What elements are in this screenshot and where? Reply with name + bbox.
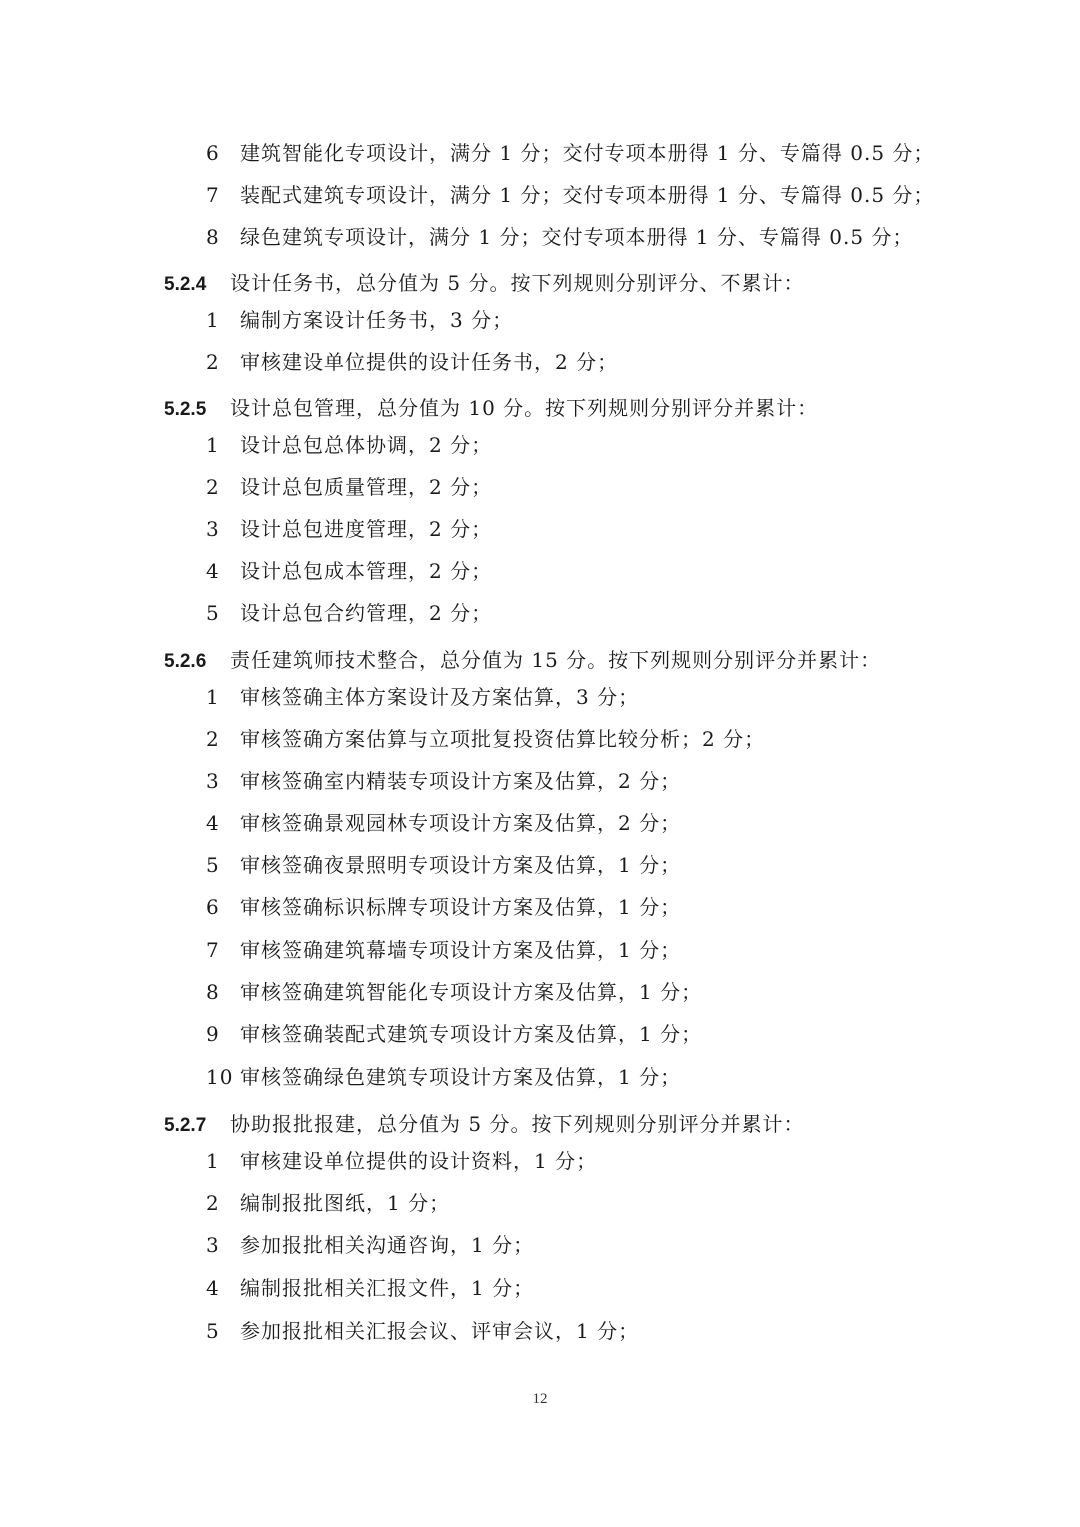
item-number: 2 [206, 475, 220, 499]
section-text: 责任建筑师技术整合，总分值为 15 分。按下列规则分别评分并累计： [230, 648, 882, 672]
list-item [206, 474, 492, 500]
item-number: 4 [206, 1276, 220, 1300]
item-text: 审核签确建筑智能化专项设计方案及估算，1 分； [240, 980, 703, 1004]
item-number: 1 [206, 685, 220, 709]
list-item [206, 1064, 681, 1090]
item-number: 10 [206, 1065, 234, 1089]
item-number: 2 [206, 727, 220, 751]
list-item [206, 432, 492, 458]
item-text: 装配式建筑专项设计，满分 1 分；交付专项本册得 1 分、专篇得 0.5 分； [240, 183, 935, 207]
list-item [206, 1148, 597, 1174]
list-item [206, 726, 765, 752]
list-item [206, 1318, 639, 1344]
item-number: 1 [206, 1149, 220, 1173]
item-number: 4 [206, 559, 220, 583]
item-number: 7 [206, 183, 220, 207]
item-number: 1 [206, 433, 220, 457]
list-item [206, 1190, 450, 1216]
list-item [206, 1021, 702, 1047]
item-text: 审核签确夜景照明专项设计方案及估算，1 分； [240, 853, 682, 877]
list-item [206, 852, 681, 878]
list-item [206, 937, 681, 963]
list-item [206, 979, 702, 1005]
item-text: 编制报批相关汇报文件，1 分； [240, 1276, 535, 1300]
list-item [206, 1275, 534, 1301]
item-text: 审核签确建筑幕墙专项设计方案及估算，1 分； [240, 938, 682, 962]
section-number: 5.2.5 [164, 399, 207, 420]
list-item [206, 140, 934, 166]
item-number: 6 [206, 141, 220, 165]
list-item [206, 516, 492, 542]
page-number: 12 [532, 1391, 548, 1407]
item-text: 审核签确绿色建筑专项设计方案及估算，1 分； [240, 1065, 682, 1089]
item-number: 3 [206, 1233, 220, 1257]
item-text: 设计总包质量管理，2 分； [240, 475, 493, 499]
section-heading [164, 395, 818, 423]
item-text: 设计总包合约管理，2 分； [240, 601, 493, 625]
item-number: 5 [206, 853, 220, 877]
list-item [206, 349, 618, 375]
section-number: 5.2.4 [164, 274, 207, 295]
section-text: 设计总包管理，总分值为 10 分。按下列规则分别评分并累计： [230, 396, 819, 420]
item-text: 编制方案设计任务书，3 分； [240, 308, 514, 332]
section-number: 5.2.7 [164, 1115, 207, 1136]
section-text: 协助报批报建，总分值为 5 分。按下列规则分别评分并累计： [230, 1112, 805, 1136]
item-text: 审核建设单位提供的设计任务书，2 分； [240, 350, 619, 374]
item-number: 7 [206, 938, 220, 962]
item-number: 2 [206, 1191, 220, 1215]
section-heading [164, 270, 804, 298]
item-text: 审核签确方案估算与立项批复投资估算比较分析；2 分； [240, 727, 766, 751]
list-item [206, 182, 934, 208]
item-number: 3 [206, 517, 220, 541]
list-item [206, 558, 492, 584]
item-number: 1 [206, 308, 220, 332]
item-text: 审核签确主体方案设计及方案估算，3 分； [240, 685, 640, 709]
list-item [206, 894, 681, 920]
item-number: 5 [206, 601, 220, 625]
item-text: 审核签确景观园林专项设计方案及估算，2 分； [240, 811, 682, 835]
item-text: 绿色建筑专项设计，满分 1 分；交付专项本册得 1 分、专篇得 0.5 分； [240, 225, 914, 249]
section-heading [164, 1111, 804, 1139]
item-text: 审核签确装配式建筑专项设计方案及估算，1 分； [240, 1022, 703, 1046]
item-text: 审核建设单位提供的设计资料，1 分； [240, 1149, 598, 1173]
item-number: 3 [206, 769, 220, 793]
item-text: 设计总包进度管理，2 分； [240, 517, 493, 541]
list-item [206, 600, 492, 626]
item-text: 参加报批相关沟通咨询，1 分； [240, 1233, 535, 1257]
item-number: 9 [206, 1022, 220, 1046]
item-text: 建筑智能化专项设计，满分 1 分；交付专项本册得 1 分、专篇得 0.5 分； [240, 141, 935, 165]
item-text: 审核签确标识标牌专项设计方案及估算，1 分； [240, 895, 682, 919]
section-heading [164, 647, 881, 675]
item-text: 审核签确室内精装专项设计方案及估算，2 分； [240, 769, 682, 793]
item-text: 设计总包成本管理，2 分； [240, 559, 493, 583]
list-item [206, 307, 513, 333]
item-text: 设计总包总体协调，2 分； [240, 433, 493, 457]
list-item [206, 684, 639, 710]
list-item [206, 768, 681, 794]
item-text: 编制报批图纸，1 分； [240, 1191, 451, 1215]
item-number: 4 [206, 811, 220, 835]
section-text: 设计任务书，总分值为 5 分。按下列规则分别评分、不累计： [230, 271, 805, 295]
item-text: 参加报批相关汇报会议、评审会议，1 分； [240, 1319, 640, 1343]
section-number: 5.2.6 [164, 651, 207, 672]
list-item [206, 810, 681, 836]
item-number: 5 [206, 1319, 220, 1343]
item-number: 8 [206, 225, 220, 249]
item-number: 2 [206, 350, 220, 374]
item-number: 6 [206, 895, 220, 919]
list-item [206, 224, 913, 250]
item-number: 8 [206, 980, 220, 1004]
list-item [206, 1232, 534, 1258]
